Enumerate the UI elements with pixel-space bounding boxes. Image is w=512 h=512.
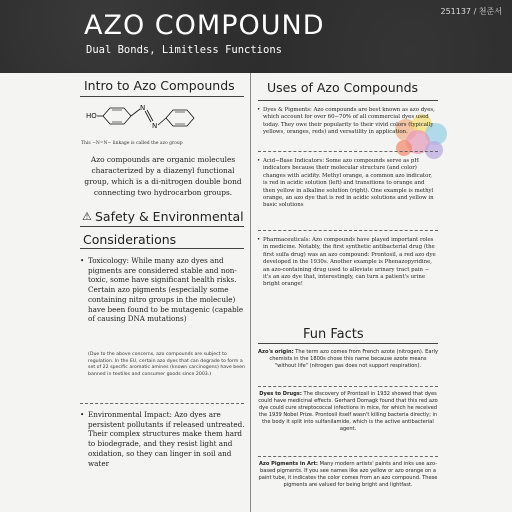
structure-caption: This −N=N− linkage is called the azo group (81, 141, 183, 146)
toxicology-text: Toxicology: While many azo dyes and pigments are considered stable and non-toxic, some have significant health risks. Certain azo pigments (especially some containing nitro groups in the molecule) have been found to be mutagenic (capable of causing DNA mutations) (88, 256, 244, 324)
warning-icon: ⚠ (82, 210, 92, 223)
safety-title-continued: Considerations (83, 232, 177, 247)
uses-indicators-text: Acid−Base Indicators: Some azo compounds serve as pH indicators because their molecular structure (and color) changes with acidity. Methyl orange, a common azo indicator, is red in acidic solution (left) and transitions to orange and then yellow in alkaline solution (right). One example is methyl orange, an azo dye that is red in acidic solutions and yellow in basic solutions (263, 158, 434, 209)
uses-indicators-item (257, 158, 438, 210)
uses-pharma-text: Pharmaceuticals: Azo compounds have played important roles in medicine. Notably, the first synthetic antibacterial drug (the first sulfa drug) was an azo compound: Prontosil, a red azo dye developed in the 1930s. Another example is Phenazopyridine, an azo-containing drug used to alleviate urinary tract pain − it's an azo dye that, interestingly, can turn a patient's urine bright orange! (263, 237, 436, 288)
header-banner (0, 0, 512, 73)
section-divider (258, 456, 438, 457)
page-subtitle: Dual Bonds, Limitless Functions (86, 44, 282, 56)
section-divider (258, 230, 438, 231)
structure-n1-label: N (140, 104, 146, 112)
fun-fact-art-text: Many modern artists' paints and inks use azo-based pigments. If you see names like azo yellow or azo orange on a paint tube, it indicates the color comes from an azo compound. These pigments are valued for being bright and lightfast. (258, 461, 438, 489)
safety-underline (80, 226, 244, 227)
fun-fact-drugs-text: The discovery of Prontosil in 1932 showed that dyes could have medicinal effects. Gerhard Domagk found that this red azo dye could cure streptococcal infections in mice, for which he received the 1939 Nobel Prize. Prontosil itself wasn't killing bacteria directly; in the body it split into sulfanilamide, which is the active antibacterial agent. (258, 391, 438, 433)
fun-facts-title: Fun Facts (303, 327, 364, 342)
page-title: AZO COMPOUND (84, 10, 325, 41)
uses-underline (258, 100, 438, 101)
fun-fact-origin-text: The term azo comes from French azote (nitrogen). Early chemists in the 1800s chose this name because azote means "without life" (nitrogen gas does not support respiration). (269, 349, 438, 370)
regulation-note: (Due to the above concerns, azo compounds are subject to regulation. In the EU, certain azo dyes that can degrade to form a set of 22 specific aromatic amines (known carcinogens) have been banned in textiles and consumer goods since 2003.) (88, 352, 246, 377)
fun-facts-underline (258, 343, 438, 344)
benzene-ring-left (103, 108, 131, 124)
bullet-dot: • (257, 107, 261, 113)
bullet-dot: • (257, 237, 261, 243)
column-divider (250, 73, 251, 512)
toxicology-bullet (80, 256, 246, 324)
bond-line (158, 118, 166, 125)
bond-line (131, 109, 140, 116)
bullet-dot: • (80, 256, 85, 265)
fun-fact-art-heading: Azo Pigments in Art: (258, 461, 318, 467)
bullet-dot: • (80, 410, 85, 419)
safety-title: Safety & Environmental (95, 209, 244, 224)
bullet-dot: • (257, 158, 261, 164)
section-divider (80, 403, 244, 404)
fun-fact-origin (258, 349, 438, 370)
intro-paragraph: Azo compounds are organic molecules characterized by a diazenyl functional group, which is a di-nitrogen double bond connecting two hydrocarbon groups. (84, 155, 242, 197)
environmental-text: Environmental Impact: Azo dyes are persistent pollutants if released untreated. Their complex structures make them hard to biodegrade, and they resist light and oxidation, so they can linger in soil and water (88, 410, 245, 468)
uses-title: Uses of Azo Compounds (267, 80, 419, 95)
azo-structure-diagram (80, 100, 240, 140)
author-tag: 251137 / 천준서 (440, 7, 502, 16)
environmental-bullet (80, 410, 246, 468)
structure-ho-label: HO (86, 112, 97, 120)
section-divider (258, 386, 438, 387)
fun-fact-origin-heading: Azo's origin: (258, 349, 294, 355)
benzene-ring-right (166, 110, 194, 126)
uses-pharma-item (257, 237, 438, 289)
structure-n2-label: N (152, 122, 158, 130)
safety-underline-2 (80, 248, 244, 249)
uses-dyes-text: Dyes & Pigments: Azo compounds are best known as azo dyes, which account for over 60−70% of all commercial dyes used today. They owe their popularity to their vivid colors (typically yellows, oranges, reds) and versatility in application. (263, 107, 435, 136)
intro-title: Intro to Azo Compounds (84, 78, 235, 93)
uses-dyes-item (257, 107, 438, 137)
section-divider (258, 151, 438, 152)
fun-fact-drugs-heading: Dyes to Drugs: (259, 391, 302, 397)
fun-fact-drugs (258, 391, 438, 434)
fun-fact-art (258, 461, 438, 489)
intro-underline (80, 96, 244, 97)
